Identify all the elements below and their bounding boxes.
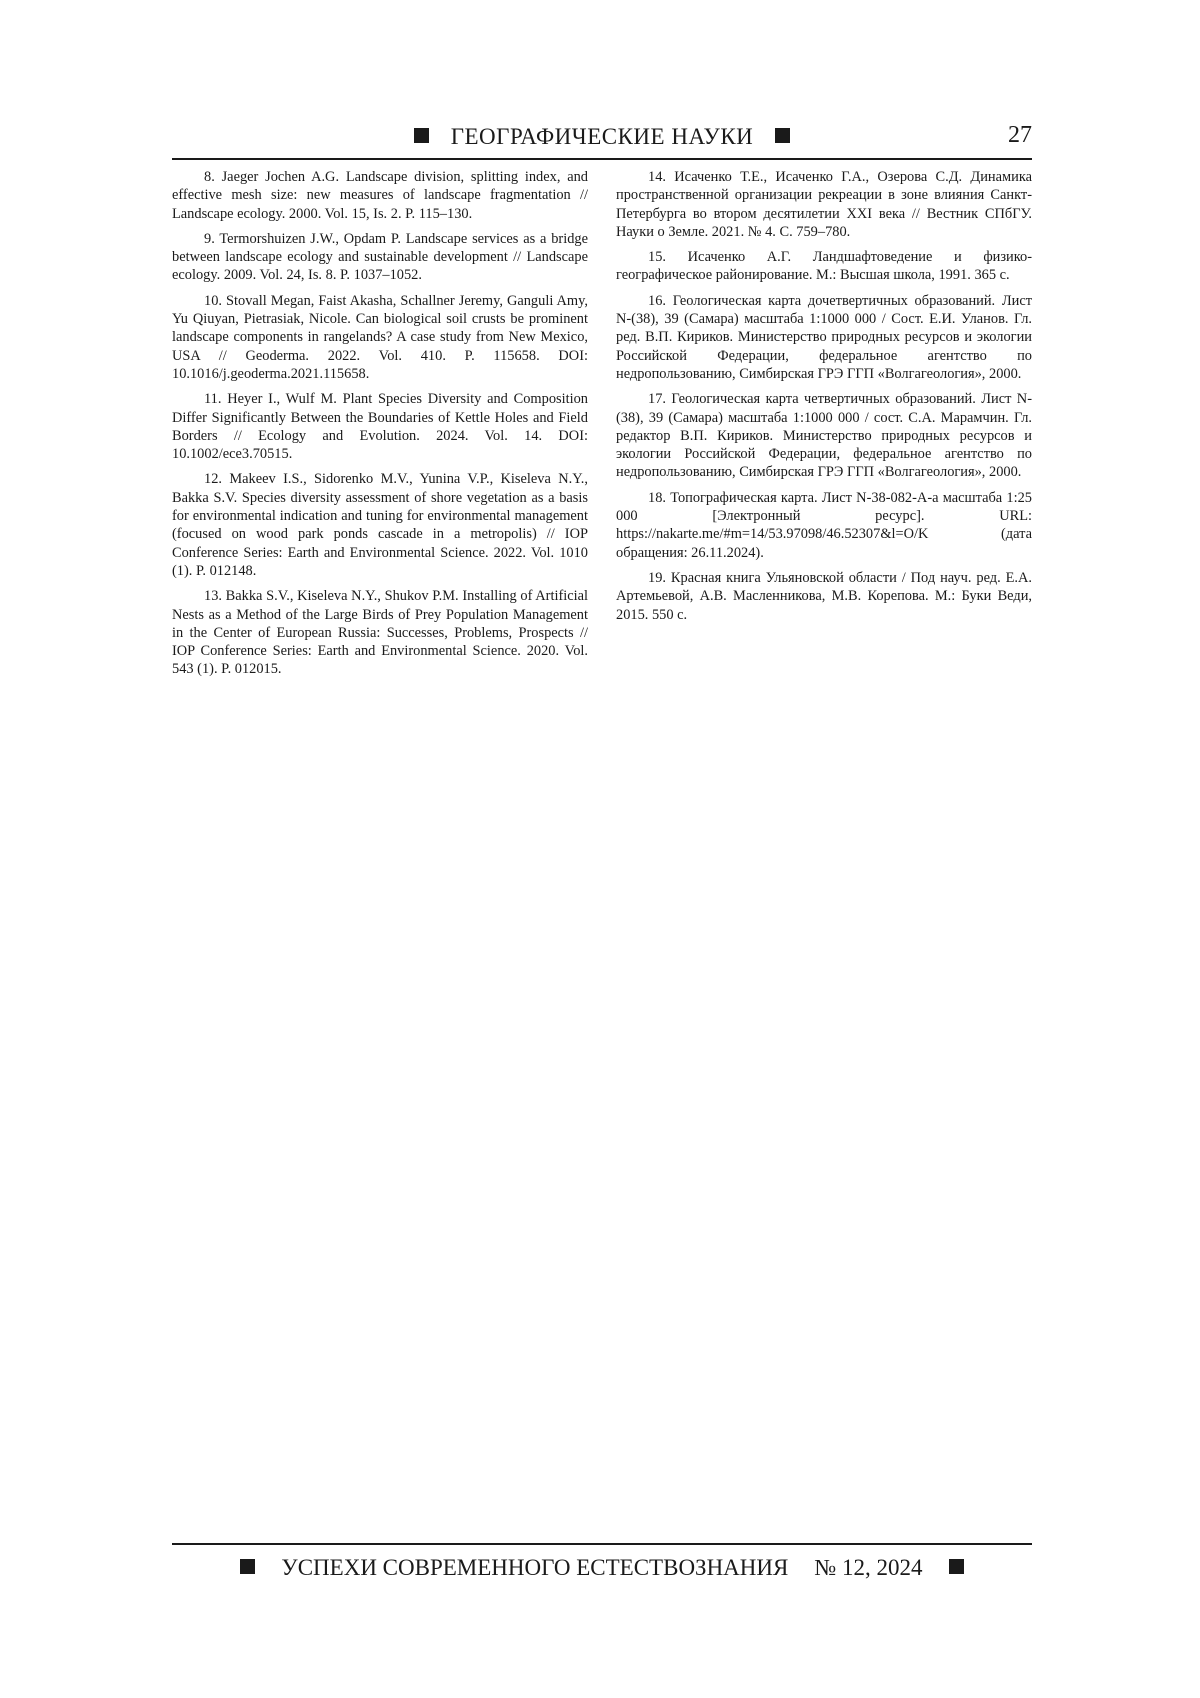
running-header (172, 118, 1032, 160)
running-footer (172, 1543, 1032, 1589)
section-title: ГЕОГРАФИЧЕСКИЕ НАУКИ (450, 124, 754, 149)
issue-number: № 12, 2024 (814, 1555, 923, 1580)
header-center (172, 122, 1032, 152)
reference-item: 8. Jaeger Jochen A.G. Landscape division, splitting index, and effective mesh size: new measures of landscape fragmentation // Landscape ecology. 2000. Vol. 15, Is. 2. P. 115–130. (172, 169, 588, 222)
reference-item: 13. Bakka S.V., Kiseleva N.Y., Shukov P.M. Installing of Artificial Nests as a Method of the Large Birds of Prey Population Management in the Center of European Russia: Successes, Problems, Prospects // IOP Conference Series: Earth and Environmental Science. 2020. Vol. 543 (1). P. 012015. (172, 588, 588, 678)
reference-item: 15. Исаченко А.Г. Ландшафтоведение и физико-географическое районирование. М.: Высшая школа, 1991. 365 с. (616, 249, 1032, 284)
reference-item: 11. Heyer I., Wulf M. Plant Species Diversity and Composition Differ Significantly Between the Boundaries of Kettle Holes and Field Borders // Ecology and Evolution. 2024. Vol. 14. DOI: 10.1002/ece3.70515. (172, 391, 588, 463)
footer-line (172, 1553, 1032, 1583)
reference-item: 19. Красная книга Ульяновской области / Под науч. ред. Е.А. Артемьевой, А.В. Масленникова, М.В. Корепова. М.: Буки Веди, 2015. 550 с. (616, 569, 1032, 623)
reference-item: 14. Исаченко Т.Е., Исаченко Г.А., Озерова С.Д. Динамика пространственной организации рекреации в зоне влияния Санкт-Петербурга во втором десятилетии XXI века // Вестник СПбГУ. Науки о Земле. 2021. № 4. С. 759–780. (616, 169, 1032, 240)
references-right-column (616, 168, 1032, 631)
reference-item: 18. Топографическая карта. Лист N-38-082-А-а масштаба 1:25 000 [Электронный ресурс]. URL: https://nakarte.me/#m=14/53.97098/46.52307&l=O/K (дата обращения: 26.11.2024). (616, 489, 1032, 561)
reference-item: 9. Termorshuizen J.W., Opdam P. Landscape services as a bridge between landscape ecology and sustainable development // Landscape ecology. 2009. Vol. 24, Is. 8. P. 1037–1052. (172, 230, 588, 284)
square-bullet-icon (240, 1559, 255, 1574)
reference-item: 10. Stovall Megan, Faist Akasha, Schallner Jeremy, Ganguli Amy, Yu Qiuyan, Pietrasiak, Nicole. Can biological soil crusts be prominent landscape components in rangelands? A case study from New Mexico, USA // Geoderma. 2022. Vol. 410. P. 115658. DOI: 10.1016/j.geoderma.2021.115658. (172, 292, 588, 382)
reference-item: 12. Makeev I.S., Sidorenko M.V., Yunina V.P., Kiseleva N.Y., Bakka S.V. Species diversity assessment of shore vegetation as a basis for environmental indication and tuning for environmental management (focused on wood park ponds cascade in a metropolis) // IOP Conference Series: Earth and Environmental Science. 2022. Vol. 1010 (1). P. 012148. (172, 471, 588, 579)
journal-title: УСПЕХИ СОВРЕМЕННОГО ЕСТЕСТВОЗНАНИЯ (281, 1555, 789, 1580)
reference-item: 16. Геологическая карта дочетвертичных образований. Лист N-(38), 39 (Самара) масштаба 1:1000 000 / Сост. Е.И. Уланов. Гл. ред. В.П. Кириков. Министерство природных ресурсов и экологии Российской Федерации, федеральное агентство по недропользованию, Симбирская ГРЭ ГГП «Волгагеология», 2000. (616, 292, 1032, 382)
square-bullet-icon (414, 128, 429, 143)
square-bullet-icon (775, 128, 790, 143)
references-left-column (172, 168, 588, 686)
page-number: 27 (1008, 122, 1032, 148)
square-bullet-icon (949, 1559, 964, 1574)
reference-item: 17. Геологическая карта четвертичных образований. Лист N-(38), 39 (Самара) масштаба 1:1000 000 / сост. С.А. Марамчин. Гл. редактор В.П. Кириков. Министерство природных ресурсов и экологии Российской Федерации, федеральное агентство по недропользованию, Симбирская ГРЭ ГГП «Волгагеология», 2000. (616, 391, 1032, 481)
